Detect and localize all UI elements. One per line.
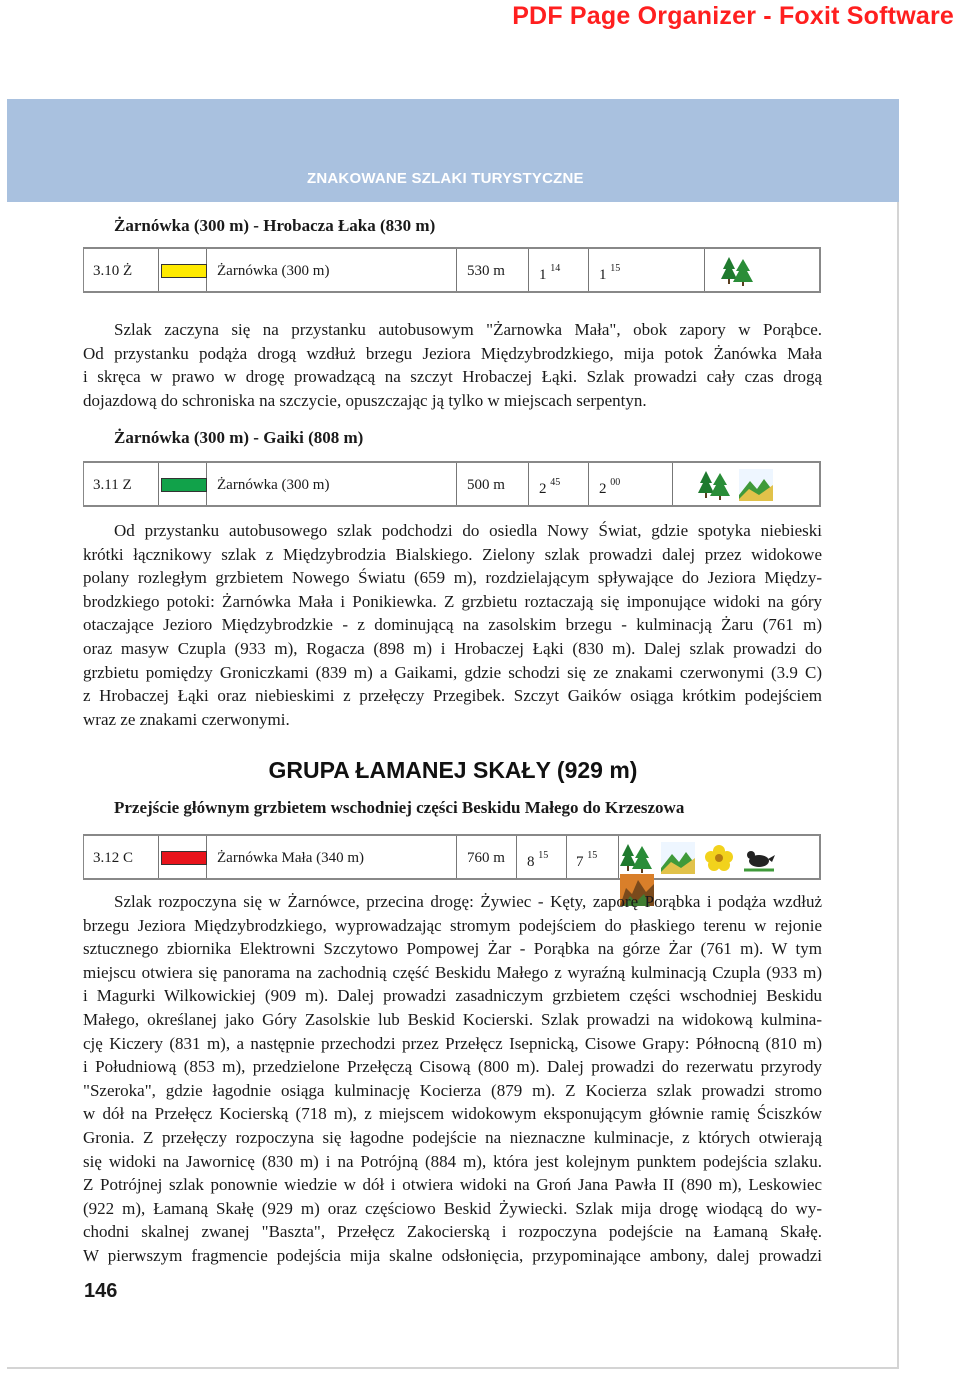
trail-start: Żarnówka Mała (340 m) [217,850,365,866]
header-band [7,99,899,202]
section-title: GRUPA ŁAMANEJ SKAŁY (929 m) [268,757,638,783]
mountains-icon [739,469,773,501]
trees-icon [721,255,755,287]
trail-time-down: 7 $^{15}$ [576,850,598,870]
trees-icon [620,842,654,874]
trail-icons [698,469,776,501]
trail-code: 3.12 C [93,850,134,866]
route-heading: Żarnówka (300 m) - Gaiki (808 m) [114,428,364,447]
section-header-title: ZNAKOWANE SZLAKI TURYSTYCZNE [307,170,584,187]
trail-icons [721,255,758,287]
trail-time-up: 1 $^{14}$ [539,263,561,283]
trail-code: 3.10 Ż [93,263,133,279]
trail-start: Żarnówka (300 m) [217,263,330,279]
trail-time-up: 8 $^{15}$ [527,850,549,870]
trail-distance: 500 m [467,477,505,493]
trail-distance: 760 m [467,850,505,866]
page-number: 146 [84,1280,118,1302]
subsection-title: Przejście głównym grzbietem wschodniej części Beskidu Małego do Krzeszowa [114,798,685,817]
trail-color-marker [161,851,207,865]
route-description: Szlak zaczyna się na przystanku autobusowym "Żarnowka Mała", obok zapory w Porąbce. Od przystanku podąża drogą wzdłuż brzegu Jeziora Międzybrodzkiego, mija potok Żanówka Mała i skręca w prawo w drogę prowadzącą na szczyt Hrobaczej Łąki. Szlak prowadzi cały czas drogą dojazdową do schroniska na szczycie, opuszczając ją tylko w miejscach serpentyn. [83,320,822,410]
trail-code: 3.11 Z [93,477,132,493]
trail-color-marker [161,478,207,492]
trail-info-table [83,461,821,507]
route-heading: Żarnówka (300 m) - Hrobacza Łaka (830 m) [114,216,436,235]
trees-icon [698,469,732,501]
trail-time-down: 2 $^{00}$ [599,477,621,497]
trail-time-up: 2 $^{45}$ [539,477,561,497]
app-title: PDF Page Organizer - Foxit Software [512,2,954,30]
mountains-icon [661,842,695,874]
flower-icon [702,842,736,874]
trail-distance: 530 m [467,263,505,279]
trail-info-table [83,834,821,880]
trail-time-down: 1 $^{15}$ [599,263,621,283]
route-description: Szlak rozpoczyna się w Żarnówce, przecina drogę: Żywiec - Kęty, zaporę Porąbka i podąża wzdłuż brzegu Jeziora Międzybrodzkiego, wyprowadzając stromym podejściem do płaskiego terenu w rejonie sztucznego zbiornika Elektrowni Szczytowo Pompowej Żar - Porąbka na górze Żar (761 m). W tym miejscu otwiera się panorama na zachodnią część Beskidu Małego z wyraźną kulminacją Czupla (933 m) i Magurki Wilkowickiej (909 m). Dalej prowadzi zasadniczym grzbietem części wschodniej Beskidu Małego, określanej jako Góry Zasolskie lub Beskid Kocierski. Szlak prowadzi na widokową kulmina- cję Kiczery (831 m), a następnie przechodzi przez Przełęcz Isepnicką, Cisowe Grapy: Północną (810 m) i Południową (853 m), przedzielone Przełęczą Cisową (800 m). Dalej prowadzi do rezerwatu przyrody "Szeroka", gdzie łagodnie osiąga kulminację Kocierza (879 m). Z Kocierza szlak prowadzi stromo w dół na Przełęcz Kocierską (718 m), z miejscem widokowym eksponującym głównie ramię Ściszków Gronia. Z przełęczy rozpoczyna się łagodne podejście na nieznaczne kulminacje, z których otwierają się widoki na Jawornicę (830 m) i na Potrójną (884 m), która jest kolejnym punktem podejścia szlaku. Z Potrójnej szlak ponownie wiedzie w dół i otwiera widoki na Groń Jana Pawła II (890 m), Leskowiec (922 m), Łamaną Skałę (929 m) oraz częściowo Beskid Żywiecki. Szlak mija drogę wiodącą do wy- chodni skalnej zwanej "Baszta", Przełęcz Zakocierską i rozpoczyna podejście na Łamaną Skałę. W pierwszym fragmencie podejścia mija skalne odsłonięcia, przypominające ambony, dalej prowadzi [83,892,822,1265]
trail-color-marker [161,264,207,278]
trail-info-table [83,247,821,293]
bird-icon [742,842,776,874]
route-description: Od przystanku autobusowego szlak podchodzi do osiedla Nowy Świat, gdzie spotyka niebieski krótki łącznikowy szlak z Międzybrodzia Bialskiego. Zielony szlak prowadzi dalej przez widokowe polany rozległym grzbietem Nowego Światu (659 m), rozdzielającym spływające do Jeziora Między- brodzkiego potoki: Żarnówka Mała i Ponikiewka. Z grzbietu roztaczają się imponujące widoki na góry otaczające Jezioro Międzybrodzkie - z dominującą na zasolskim brzegu - kulminacją Żaru (761 m) oraz masyw Czupla (933 m), Rogacza (898 m) i Hrobaczej Łąki (830 m). Dalej szlak prowadzi do grzbietu pomiędzy Groniczkami (839 m) a Gaikami, gdzie schodzi się ze znakami czerwonymi (3.9 C) z Hrobaczej Łąki oraz niebieskimi z przełęczy Przegibek. Szczyt Gaików osiąga krótkim podejściem wraz ze znakami czerwonymi. [83,521,822,729]
trail-start: Żarnówka (300 m) [217,477,330,493]
